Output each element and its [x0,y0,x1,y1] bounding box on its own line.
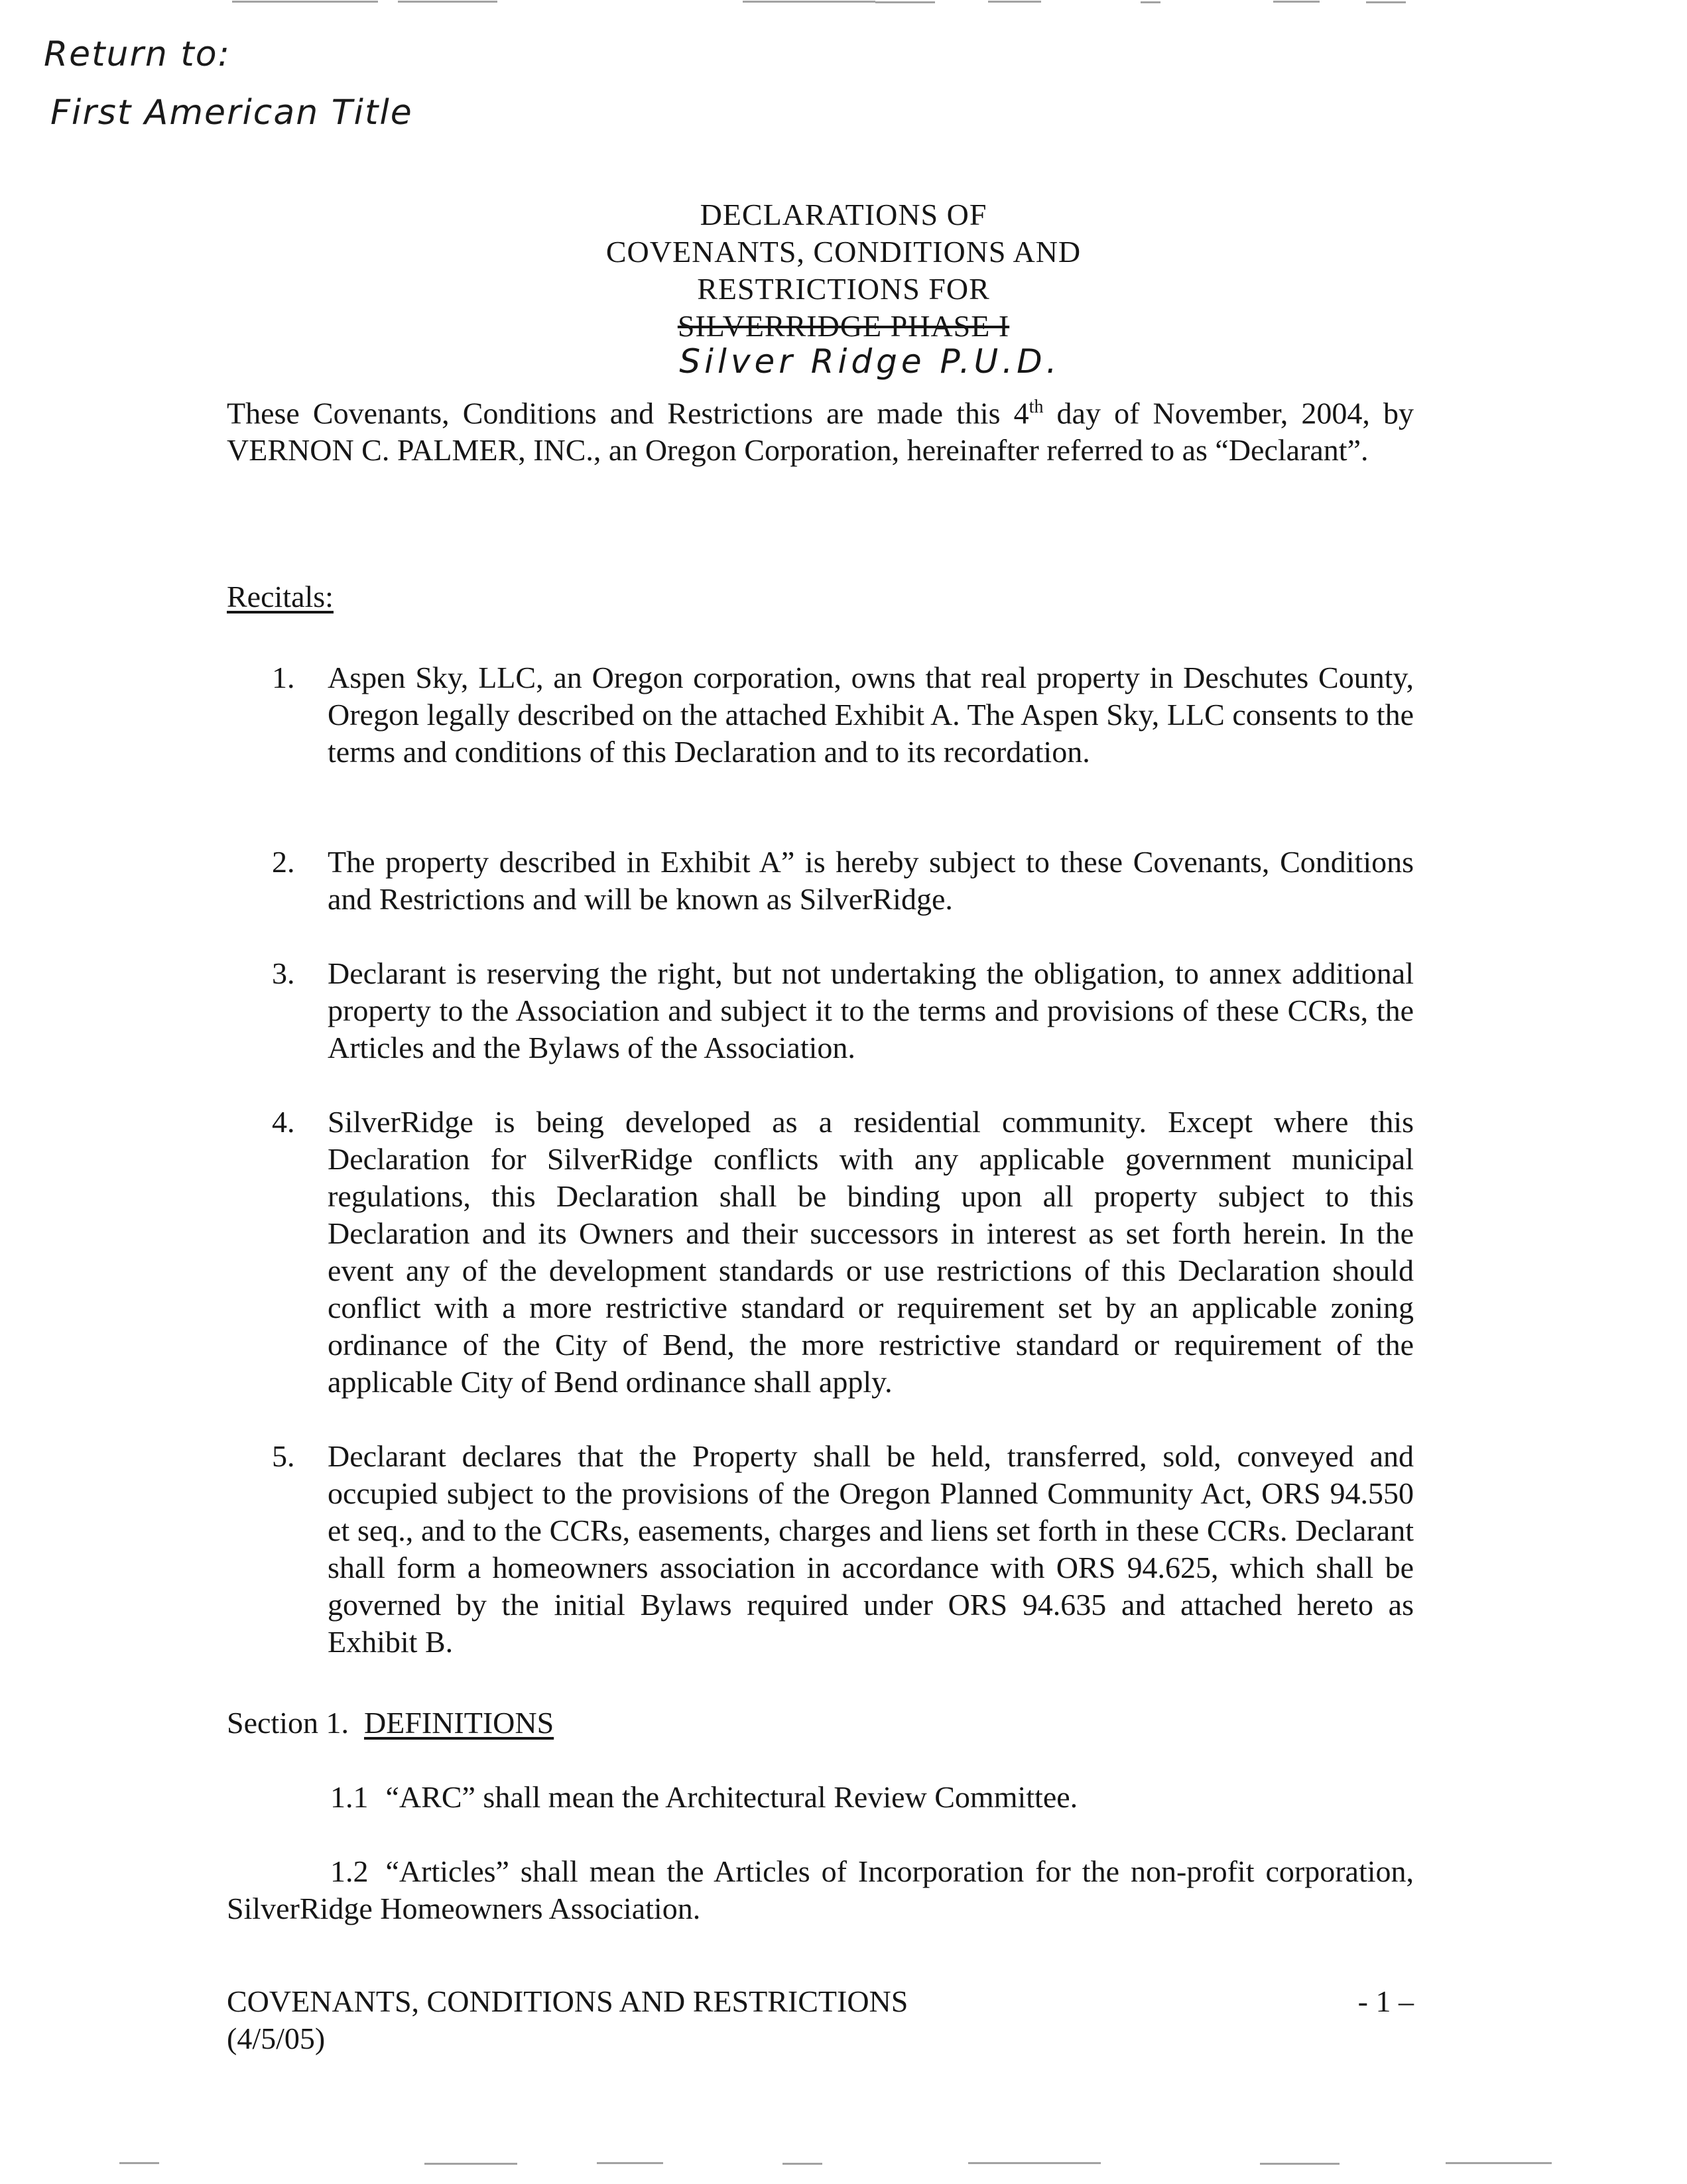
handwritten-title-correction: Silver Ridge P.U.D. [679,342,1061,381]
footer-title: COVENANTS, CONDITIONS AND RESTRICTIONS [227,1984,908,2018]
definition-item [227,1853,1414,1927]
intro-paragraph [227,389,1414,469]
intro-text-start: These Covenants, Conditions and Restrictions are made this 4 [227,396,1029,430]
page-footer [227,1983,908,2057]
recital-item [272,844,1414,918]
handwritten-return-address: First American Title [50,93,413,133]
recital-item [272,659,1414,771]
definition-item [227,1779,1414,1816]
document-title [0,196,1687,381]
recital-item [272,1438,1414,1661]
page-number: - 1 – [1357,1984,1414,2018]
scan-artifact-top [0,0,1687,4]
recital-text: Declarant is reserving the right, but not undertaking the obligation, to annex additional property to the Association and subject it to the terms and provisions of these CCRs, the Articles and the Bylaws of the Association. [328,956,1414,1064]
title-line-2: COVENANTS, CONDITIONS AND [605,235,1082,269]
recital-item [272,955,1414,1066]
recital-text: SilverRidge is being developed as a residential community. Except where this Declaration for SilverRidge conflicts with any applicable government municipal regulations, this Declaration shall be binding upon all property subject to this Declaration and its Owners and their successors in interest as set forth herein. In the event any of the development standards or use restrictions of this Declaration should conflict with a more restrictive standard or requirement set by an applicable zoning ordinance of the City of Bend, the more restrictive standard or requirement of the applicable City of Bend ordinance shall apply. [328,1105,1414,1399]
handwritten-return-to: Return to: [44,34,231,74]
recital-item [272,1104,1414,1401]
recital-text: Aspen Sky, LLC, an Oregon corporation, owns that real property in Deschutes County, Oregon legally described on the attached Exhibit A. The Aspen Sky, LLC consents to the terms and conditions of this Declaration and to its recordation. [328,661,1414,769]
section-label: Section 1. [227,1706,349,1740]
recital-number: 4. [272,1105,295,1139]
recital-text: Declarant declares that the Property shall be held, transferred, sold, conveyed and occupied subject to the provisions of the Oregon Planned Community Act, ORS 94.550 et seq., and to the CCRs, easements, charges and liens set forth in these CCRs. Declarant shall form a homeowners association in accordance with ORS 94.625, which shall be governed by the initial Bylaws required under ORS 94.635 and attached hereto as Exhibit B. [328,1439,1414,1659]
definition-number: 1.1 [330,1780,369,1814]
recital-text: The property described in Exhibit A” is hereby subject to these Covenants, Conditions and Restrictions and will be known as SilverRidge. [328,845,1414,916]
recital-number: 5. [272,1439,295,1473]
title-struck-out-name: SILVERRIDGE PHASE I [677,309,1010,343]
intro-ordinal-suffix: th [1029,397,1044,417]
footer-date: (4/5/05) [227,2022,326,2055]
recital-number: 2. [272,845,295,879]
title-line-1: DECLARATIONS OF [700,198,987,231]
definition-text: “Articles” shall mean the Articles of Incorporation for the non-profit corporation, SilverRidge Homeowners Association. [227,1854,1414,1925]
scan-artifact-bottom [0,2161,1687,2165]
title-line-3: RESTRICTIONS FOR [697,272,990,306]
recital-number: 3. [272,956,295,990]
intro-text-end: day of November, 2004, by VERNON C. PALMER, INC., an Oregon Corporation, hereinafter referred to as “Declarant”. [227,396,1414,468]
recitals-heading: Recitals: [227,580,334,613]
definition-number: 1.2 [330,1854,369,1888]
section-heading [227,1704,554,1742]
definition-text: “ARC” shall mean the Architectural Review Committee. [385,1780,1078,1814]
section-title: DEFINITIONS [363,1706,554,1740]
recital-number: 1. [272,661,295,694]
